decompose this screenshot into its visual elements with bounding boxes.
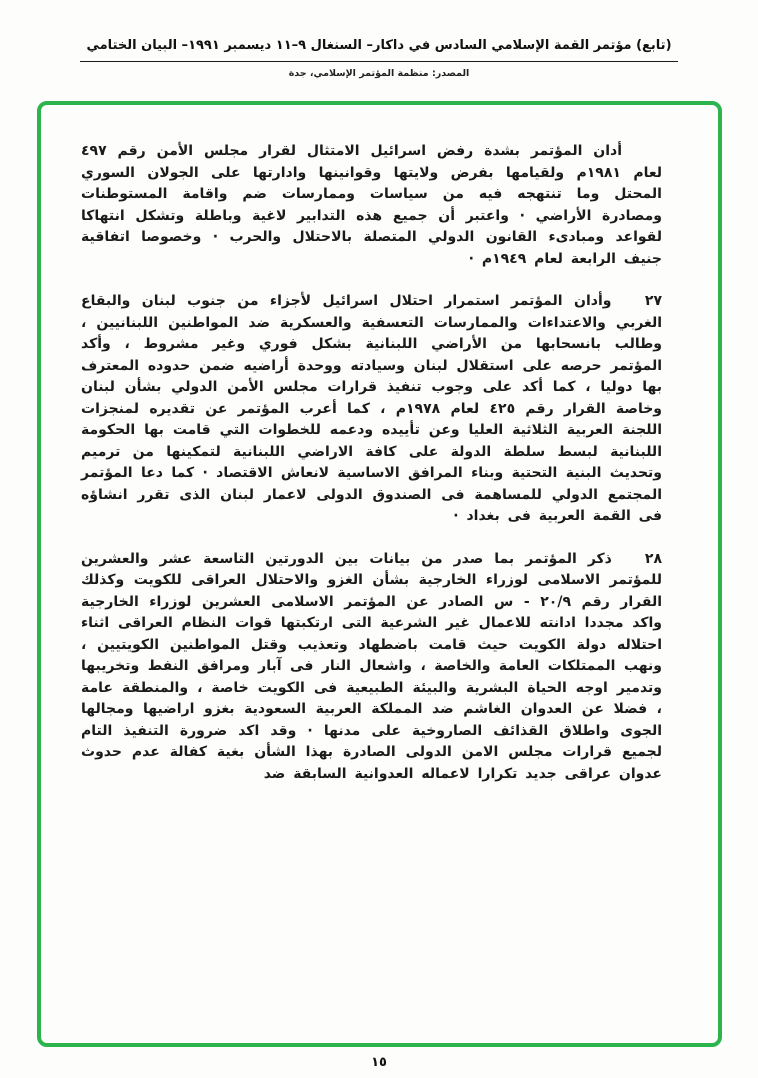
page-number: ١٥	[371, 1055, 387, 1070]
content-frame	[37, 101, 722, 1047]
paragraph	[81, 141, 662, 270]
paragraph-text: أدان المؤتمر بشدة رفض اسرائيل الامتثال لقرار مجلس الأمن رقم ٤٩٧ لعام ١٩٨١م ولقيامها بفرض ولايتها وقوانينها وادارتها على الجولان السوري المحتل وما تنتهجه فيه من سياسات وممارسات ضم واقامة المستوطنات ومصادرة الأراضي · واعتبر أن جميع هذه التدابير لاغية وباطلة وتشكل انتهاكا لقواعد ومبادىء القانون الدولي المتصلة بالاحتلال والحرب · وخصوصا اتفاقية جنيف الرابعة لعام ١٩٤٩م ·	[81, 143, 662, 267]
paragraph-number: ٢٧	[644, 293, 663, 309]
paragraph	[81, 291, 662, 528]
document-title: (تابع) مؤتمر القمة الإسلامي السادس في داكار– السنغال ٩–١١ ديسمبر ١٩٩١– البيان الختامي	[80, 37, 677, 62]
paragraph-text: وأدان المؤتمر استمرار احتلال اسرائيل لأجزاء من جنوب لبنان والبقاع الغربي والاعتداءات والممارسات التعسفية والعسكرية ضد المواطنين اللبنانيين ، وطالب بانسحابها من الأراضي اللبنانية بشكل فوري وغير مشروط ، وأكد المؤتمر حرصه على استقلال لبنان وسيادته ووحدة أراضيه ضمن حدوده المعترف بها دوليا ، كما أكد على وجوب تنفيذ قرارات مجلس الأمن الدولي بشأن لبنان وخاصة القرار رقم ٤٢٥ لعام ١٩٧٨م ، كما أعرب المؤتمر عن تقديره لمنجزات اللجنة العربية الثلاثية العليا وعن تأييده ودعمه للخطوات التي قامت بها الحكومة اللبنانية لبسط سلطة الدولة على كافة الاراضي اللبنانية لتمكينها من ترميم وتحديث البنية التحتية وبناء المرافق الاساسية لانعاش الاقتصاد · كما دعا المؤتمر المجتمع الدولي للمساهمة فى الصندوق الدولى لاعمار لبنان الذى تقرر انشاؤه فى القمة العربية فى بغداد ·	[81, 293, 662, 524]
source-line: المصدر: منظمة المؤتمر الإسلامي، جدة	[288, 67, 470, 79]
page-header	[0, 34, 758, 79]
paragraph	[81, 549, 662, 786]
paragraph-number: ٢٨	[644, 550, 663, 567]
paragraph-text: ذكر المؤتمر بما صدر من بيانات بين الدورتين التاسعة عشر والعشرين للمؤتمر الاسلامى لوزراء الخارجية بشأن الغزو والاحتلال العراقى للكويت وكذلك القرار رقم ٢٠/٩ - س الصادر عن المؤتمر الاسلامى العشرين لوزراء الخارجية واكد مجددا ادانته للاعمال غير الشرعية التى ارتكبتها قوات النظام العراقى اثناء احتلاله دولة الكويت حيث قامت باضطهاد وتعذيب وقتل المواطنين الكويتيين ، ونهب الممتلكات العامة والخاصة ، واشعال النار فى آبار ومرافق النفط وتخريبها وتدمير اوجه الحياة البشرية والبيئة الطبيعية فى الكويت خاصة ، والمنطقة عامة ، فضلا عن العدوان الغاشم ضد المملكة العربية السعودية بغزو اراضيها ومجالها الجوى واطلاق القذائف الصاروخية على مدنها · وقد اكد ضرورة التنفيذ التام لجميع قرارات مجلس الامن الدولى الصادرة بهذا الشأن بغية كفالة عدم حدوث عدوان عراقى جديد تكرارا لاعماله العدوانية السابقة ضد	[81, 550, 663, 782]
document-body	[81, 141, 662, 785]
